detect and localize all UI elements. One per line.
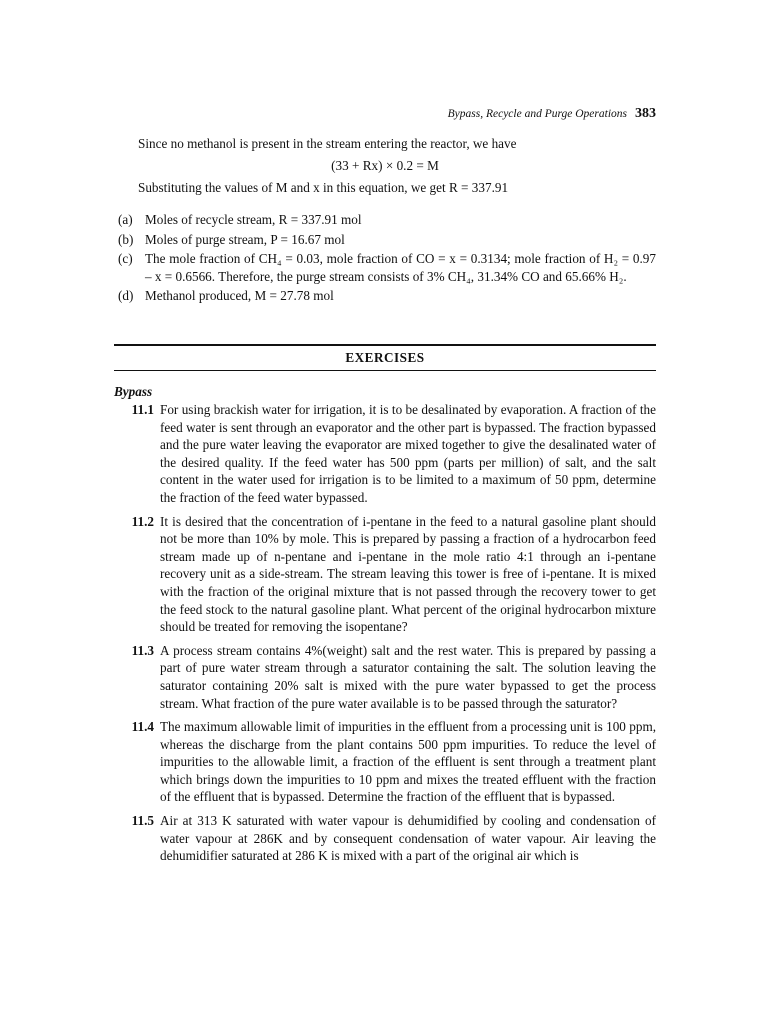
item-text: The mole fraction of CH₄ = 0.03, mole fraction of CO = x = 0.3134; mole fraction of H₂ = 0.97 – x = 0.6566. Therefore, the purge stream consists of 3% CH₄, 31.34% CO and 65.66% H₂. xyxy=(145,251,656,284)
list-item xyxy=(114,231,656,249)
results-list xyxy=(114,211,656,307)
divider-bottom xyxy=(114,370,656,371)
running-header xyxy=(114,105,656,124)
exercise-text: Air at 313 K saturated with water vapour is dehumidified by cooling and condensation of water vapour at 286K and by consequent condensation of water vapour. Air leaving the dehumidifier saturated at 286 K is mixed with a part of the original air which is xyxy=(160,813,656,864)
item-text: Methanol produced, M = 27.78 mol xyxy=(145,288,334,304)
item-text: Moles of purge stream, P = 16.67 mol xyxy=(145,231,345,247)
item-label: (d) xyxy=(118,288,134,304)
exercise-number: 11.2 xyxy=(131,513,154,529)
divider-top xyxy=(114,344,656,346)
list-item xyxy=(114,250,656,285)
exercises-title: EXERCISES xyxy=(345,350,425,365)
running-title: Bypass, Recycle and Purge Operations xyxy=(447,108,627,120)
exercise-item xyxy=(114,812,656,865)
item-label: (b) xyxy=(118,231,134,247)
item-label: (c) xyxy=(118,251,133,267)
intro-line-1: Since no methanol is present in the stream entering the reactor, we have xyxy=(138,136,517,151)
exercise-number: 11.4 xyxy=(131,719,154,735)
exercise-text: A process stream contains 4%(weight) salt and the rest water. This is prepared by passing a part of pure water stream through a saturator containing the salt. The solution leaving the saturator containing 20% salt is mixed with the pure water bypassed to get the process stream. What fraction of the pure water available is to be passed through the saturator? xyxy=(160,642,656,711)
item-text: Moles of recycle stream, R = 337.91 mol xyxy=(145,212,362,227)
exercise-number: 11.3 xyxy=(131,642,154,658)
item-label: (a) xyxy=(118,212,133,227)
exercise-text: The maximum allowable limit of impurities in the effluent from a processing unit is 100 ppm, whereas the discharge from the plant contains 500 ppm impurities. To reduce the level of impurities to the allowable limit, a fraction of the effluent is sent through a treatment plant which brings down the impurities to 10 ppm and mixes the treated effluent with the fraction of the effluent that is bypassed. Determine the fraction of the effluent that is bypassed. xyxy=(160,719,656,805)
exercise-text: For using brackish water for irrigation, it is to be desalinated by evaporation. A fraction of the feed water is sent through an evaporator and the other part is bypassed. The fraction bypassed and the pure water leaving the evaporator are mixed together to give the desalinated water of the desired quality. If the feed water has 500 ppm (parts per million) of salt, and the salt content in the water used for irrigation is to be limited to a maximum of 50 ppm, determine the fraction of the feed water bypassed. xyxy=(160,402,656,505)
exercise-number: 11.5 xyxy=(131,813,154,829)
equation: (33 + Rx) × 0.2 = M xyxy=(331,157,439,173)
exercise-item xyxy=(114,642,656,712)
list-item xyxy=(114,211,656,229)
intro-block xyxy=(114,135,656,197)
exercise-text: It is desired that the concentration of i-pentane in the feed to a natural gasoline plant should not be more than 10% by mole. This is prepared by passing a fraction of a hydrocarbon feed stream made up of n-pentane and i-pentane in the mole ratio 4:1 through an i-pentane recovery unit as a side-stream. The stream leaving this tower is free of i-pentane. It is mixed with the fraction of the original mixture that is not passed through the recovery tower to get the feed stock to the natural gasoline plant. What percent of the original hydrocarbon mixture should be treated for removing the isopentane? xyxy=(160,513,656,635)
exercise-number: 11.1 xyxy=(131,402,154,417)
exercise-list xyxy=(114,401,656,871)
list-item xyxy=(114,287,656,305)
page-number: 383 xyxy=(635,106,656,121)
exercise-item xyxy=(114,401,656,507)
section-heading: Bypass xyxy=(114,384,153,399)
exercise-item xyxy=(114,513,656,636)
exercise-item xyxy=(114,718,656,806)
intro-line-2: Substituting the values of M and x in this equation, we get R = 337.91 xyxy=(138,180,509,196)
